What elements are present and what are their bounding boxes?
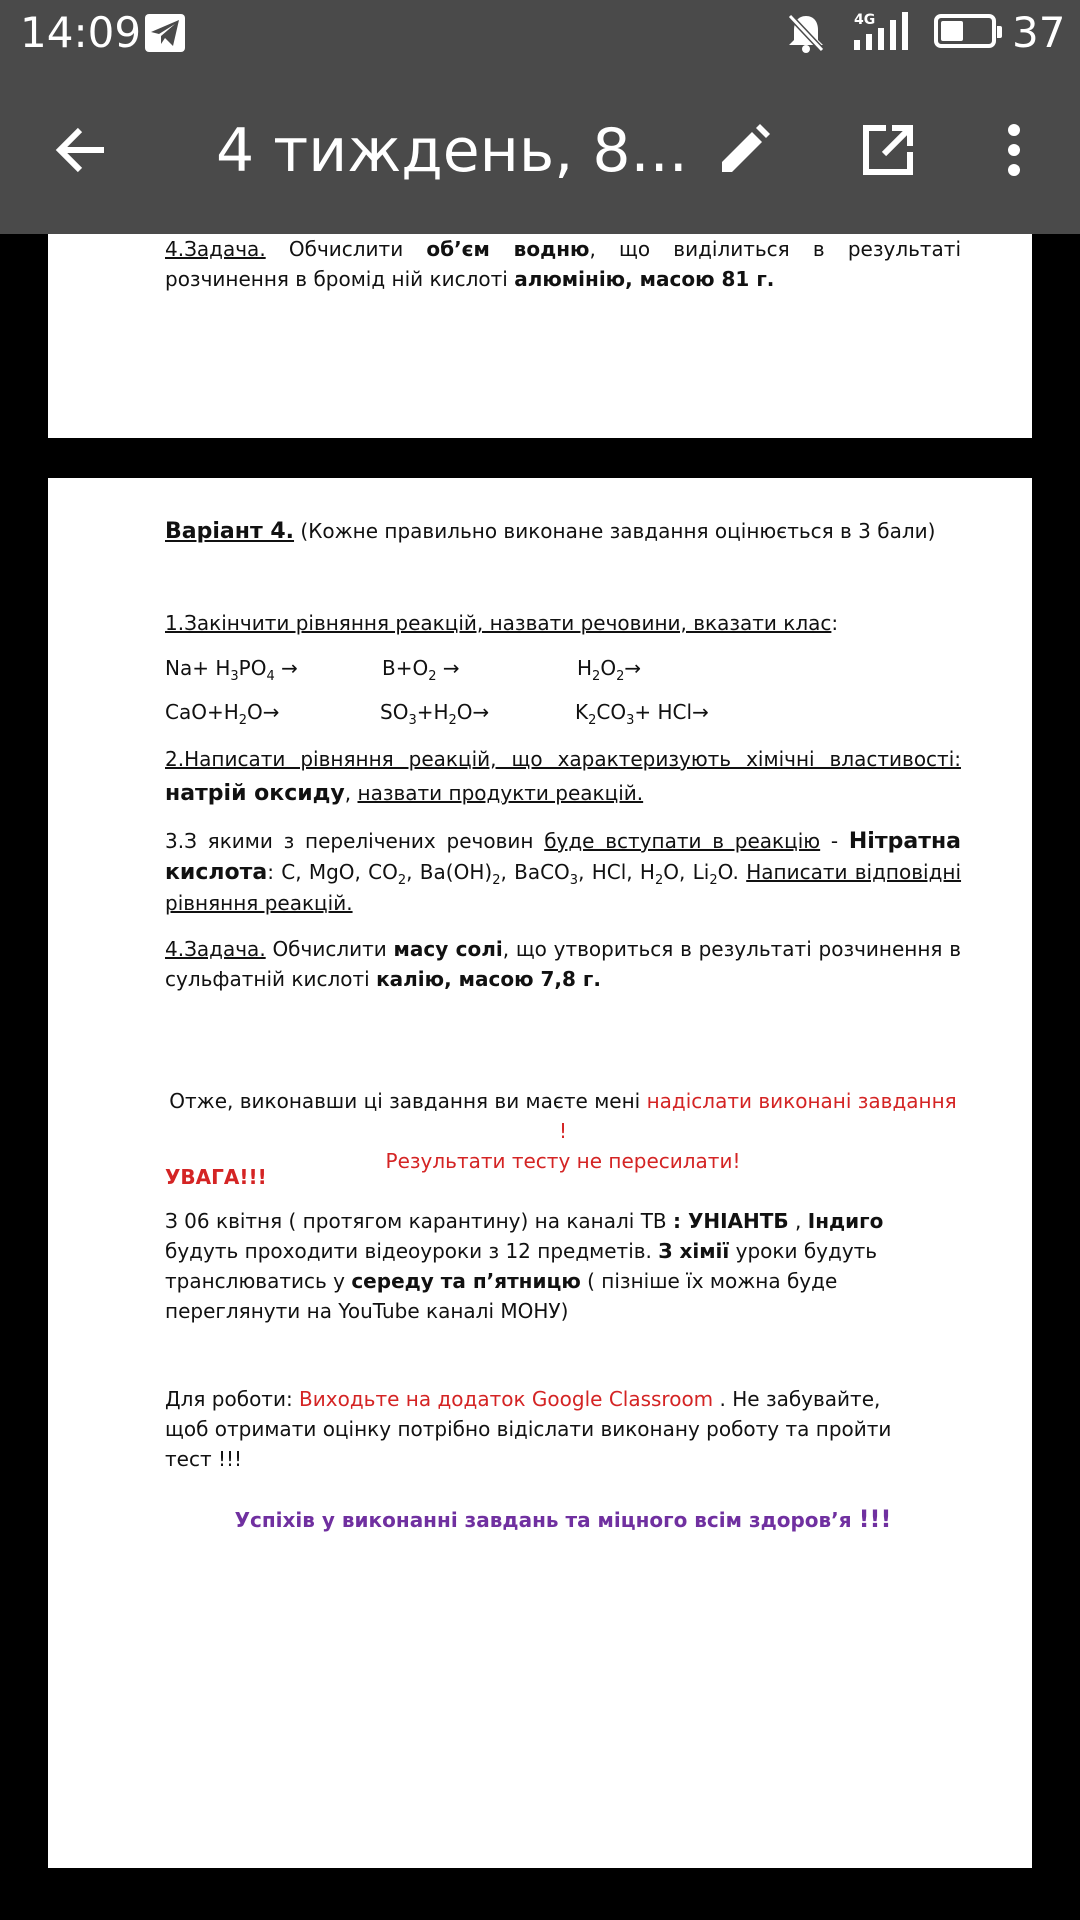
text-bold: натрій оксиду	[165, 781, 345, 806]
text: Успіхів у виконанні завдань та міцного всім здоров’я	[234, 1508, 859, 1532]
work-instructions	[165, 1384, 925, 1474]
edit-pencil-icon[interactable]	[716, 122, 772, 183]
task3: 3.З якими з перелічених речовин буде вступати в реакцію - Нітратна кислота: C, MgO, $CO_2$, $Ba(OH)_2$, BaCO$_3$, HCl, $H_2O$, $Li_2O$. Написати відповідні рівняння реакцій.	[165, 829, 962, 915]
text: !!!	[858, 1505, 892, 1533]
equation: $K_2CO_3+ HCl\to$	[575, 700, 709, 728]
text-bold: калію, масою 7,8 г.	[376, 967, 601, 991]
text: назвати продукти реакцій.	[357, 781, 644, 805]
task4	[165, 934, 961, 994]
page1-task4	[165, 234, 961, 294]
battery-icon	[934, 14, 996, 48]
text-bold: об’єм водню	[426, 237, 590, 261]
signal-4g-icon	[852, 10, 922, 59]
closing-wish	[165, 1504, 961, 1535]
equation: $CaO+H_2O\to$	[165, 700, 280, 728]
task2	[165, 742, 961, 811]
equation: $B+O_2$ →	[382, 656, 460, 684]
status-bar	[0, 0, 1080, 64]
app-toolbar	[0, 64, 1080, 234]
more-vert-icon[interactable]	[1000, 122, 1028, 183]
text-bold: масу солі	[393, 937, 503, 961]
text-red: надіслати виконані завдання !	[558, 1089, 957, 1143]
text: , що утвориться в результаті розчинення в сульфатній кислоті	[165, 937, 962, 991]
variant-title: Варіант 4.	[165, 519, 295, 544]
equation: $H_2O_2\to$	[577, 656, 642, 684]
battery-percent: 37	[1012, 8, 1066, 57]
task-label: 4.Задача.	[165, 937, 266, 961]
google-classroom-link-text: Виходьте на додаток Google Classroom	[299, 1387, 714, 1411]
text: Написати відповідні рівняння реакцій.	[165, 860, 962, 915]
equation: $Na+ H_3PO_4$ →	[165, 656, 298, 684]
task1	[165, 608, 961, 638]
text: . Не забувайте, щоб отримати оцінку потрібно відіслати виконану роботу та пройти тест !!!	[165, 1387, 892, 1471]
text: :	[831, 611, 839, 635]
attention-label: УВАГА!!!	[165, 1165, 267, 1189]
task-label: 4.Задача.	[165, 237, 266, 261]
text: буде вступати в реакцію	[544, 829, 821, 853]
text-red: Результати тесту не пересилати!	[385, 1149, 741, 1173]
back-arrow-icon[interactable]	[54, 122, 110, 183]
variant-heading	[165, 516, 961, 547]
network-type: 4G	[854, 12, 876, 28]
task2-label: 2.Написати рівняння реакцій, що характеризують хімічні властивості:	[165, 747, 961, 771]
clock: 14:09	[20, 8, 142, 57]
document-page-1[interactable]	[48, 234, 1032, 438]
document-title: 4 тиждень, 8...	[216, 116, 688, 186]
variant-note: (Кожне правильно виконане завдання оцінюється в 3 бали)	[294, 519, 936, 543]
task1-label: 1.Закінчити рівняння реакцій, назвати речовини, вказати клас	[165, 611, 832, 635]
document-page-2[interactable]	[48, 478, 1032, 1868]
text: Для роботи:	[165, 1387, 300, 1411]
attention-heading	[165, 1162, 961, 1192]
text: , що виділиться в результаті розчинення в бромід ній кислоті	[165, 237, 962, 291]
text: Обчислити	[265, 237, 427, 261]
text: -	[820, 829, 849, 853]
text: 3.З якими з перелічених речовин	[165, 829, 545, 853]
text-bold: алюмінію, масою 81 г.	[514, 267, 775, 291]
notifications-muted-icon	[786, 12, 826, 59]
text: Отже, виконавши ці завдання ви маєте мені	[169, 1089, 647, 1113]
telegram-icon	[145, 14, 185, 52]
text-bold: Нітратна кислота	[165, 829, 961, 885]
equation: $SO_3+H_2O\to$	[380, 700, 490, 728]
open-external-icon[interactable]	[860, 122, 916, 183]
text: ,	[344, 781, 358, 805]
tv-lessons-info: З 06 квітня ( протягом карантину) на каналі ТВ : УНІАНТБ , Індиго будуть проходити відеоуроки з 12 предметів. З хімії уроки будуть транслюватись у середу та п’ятницю ( пізніше їх можна буде переглянути на YouTube каналі МОНУ)	[165, 1209, 884, 1323]
text: Обчислити	[265, 937, 394, 961]
